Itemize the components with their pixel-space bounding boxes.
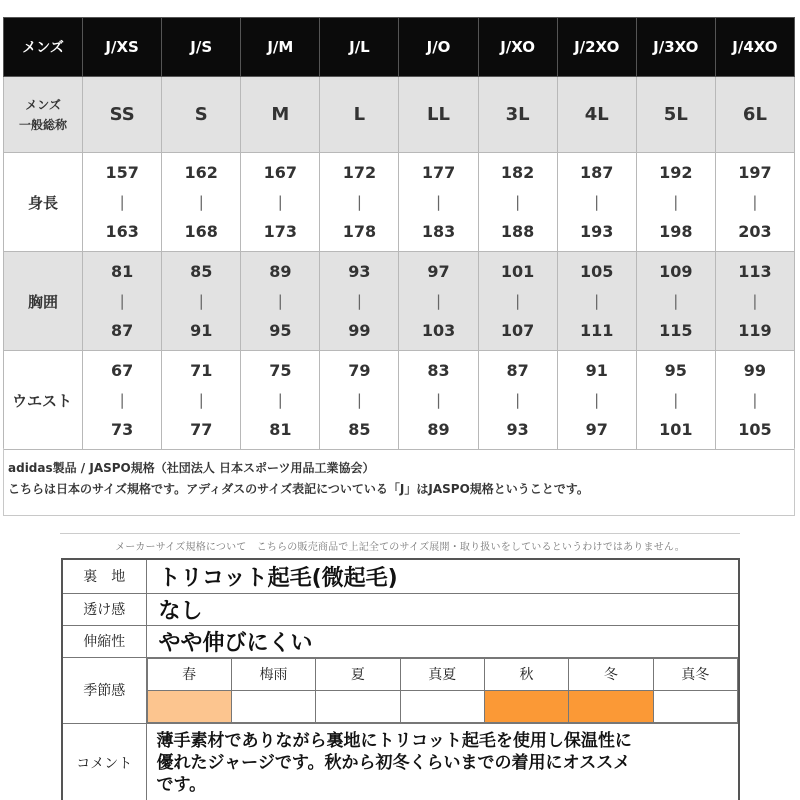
range-min: 71 [190, 361, 213, 380]
range-max: 173 [263, 222, 298, 241]
range-max: 73 [111, 420, 134, 439]
general-size-cell: M [241, 77, 320, 153]
range-max: 203 [738, 222, 772, 241]
range-min: 167 [263, 163, 298, 182]
comment-row [62, 723, 739, 800]
range-min: 83 [427, 361, 450, 380]
material-info-table [61, 558, 740, 800]
range-max: 81 [269, 420, 292, 439]
season-swatch [569, 690, 653, 722]
range-min: 67 [111, 361, 134, 380]
measurement-cell [162, 351, 241, 450]
range-min: 85 [190, 262, 213, 281]
range-separator: | [198, 391, 204, 409]
range-max: 89 [427, 420, 450, 439]
range-max: 193 [580, 222, 614, 241]
general-size-label-line1: メンズ [25, 97, 61, 112]
range-min: 182 [500, 163, 535, 182]
season-name: 真冬 [653, 658, 737, 690]
measurement-cell [636, 153, 715, 252]
measurement-cell [83, 153, 162, 252]
range-max: 178 [342, 222, 377, 241]
general-size-cell: S [162, 77, 241, 153]
range-separator: | [515, 391, 521, 409]
measurement-cell [399, 153, 478, 252]
range-separator: | [119, 391, 125, 409]
measurement-label: 身長 [4, 153, 83, 252]
measurement-cell [320, 351, 399, 450]
range-min: 101 [500, 262, 535, 281]
measurement-cell [162, 252, 241, 351]
range-max: 198 [659, 222, 693, 241]
season-swatch [147, 690, 231, 722]
range-separator: | [356, 391, 362, 409]
measurement-rows [4, 153, 795, 450]
range-separator: | [277, 292, 283, 310]
range-separator: | [119, 193, 125, 211]
season-name: 梅雨 [231, 658, 315, 690]
range-separator: | [277, 193, 283, 211]
jaspo-note-line1: adidas製品 / JASPO規格（社団法人 日本スポーツ用品工業協会） [8, 461, 375, 475]
measurement-cell [715, 252, 794, 351]
comment-line2: 優れたジャージです。秋から初冬くらいまでの着用にオススメ [156, 752, 631, 773]
range-min: 113 [738, 262, 772, 281]
comment-line3: です。 [156, 774, 207, 795]
jaspo-note [3, 448, 795, 516]
lining-value: トリコット起毛(微起毛) [146, 559, 739, 593]
general-size-row [4, 77, 795, 153]
range-max: 103 [421, 321, 456, 340]
range-separator: | [198, 292, 204, 310]
lining-label: 裏 地 [62, 559, 146, 593]
range-separator: | [277, 391, 283, 409]
range-max: 93 [506, 420, 529, 439]
sheer-label: 透け感 [62, 593, 146, 625]
measurement-cell [241, 252, 320, 351]
measurement-cell [715, 153, 794, 252]
comment-text [146, 723, 739, 800]
measurement-cell [636, 351, 715, 450]
measurement-row [4, 153, 795, 252]
range-max: 168 [184, 222, 218, 241]
range-max: 97 [585, 420, 608, 439]
general-size-cell: SS [83, 77, 162, 153]
range-min: 89 [269, 262, 292, 281]
range-max: 188 [500, 222, 535, 241]
size-header-cell: J/3XO [636, 18, 715, 77]
range-separator: | [594, 391, 600, 409]
range-max: 95 [269, 321, 292, 340]
season-swatch [400, 690, 484, 722]
general-size-cell: 3L [478, 77, 557, 153]
season-swatch [484, 690, 568, 722]
season-name: 春 [147, 658, 231, 690]
sheer-value: なし [146, 593, 739, 625]
sheer-row [62, 593, 739, 625]
stretch-row [62, 625, 739, 657]
range-min: 192 [659, 163, 693, 182]
lining-row [62, 559, 739, 593]
size-header-cell: J/M [241, 18, 320, 77]
measurement-cell [241, 153, 320, 252]
range-min: 172 [342, 163, 377, 182]
season-name: 真夏 [400, 658, 484, 690]
range-max: 77 [190, 420, 213, 439]
range-separator: | [356, 193, 362, 211]
season-label: 季節感 [62, 657, 146, 723]
general-size-label [4, 77, 83, 153]
range-max: 91 [190, 321, 213, 340]
measurement-cell [83, 252, 162, 351]
range-separator: | [673, 292, 679, 310]
measurement-row [4, 351, 795, 450]
measurement-row [4, 252, 795, 351]
range-separator: | [673, 193, 679, 211]
size-header-cell: J/4XO [715, 18, 794, 77]
range-min: 162 [184, 163, 218, 182]
measurement-cell [715, 351, 794, 450]
measurement-cell [320, 153, 399, 252]
range-min: 157 [105, 163, 139, 182]
measurement-cell [557, 351, 636, 450]
season-swatches-row [147, 690, 738, 722]
range-max: 99 [348, 321, 371, 340]
range-max: 115 [659, 321, 693, 340]
range-min: 93 [348, 262, 371, 281]
range-separator: | [119, 292, 125, 310]
season-swatch [316, 690, 400, 722]
range-min: 109 [659, 262, 693, 281]
range-max: 183 [421, 222, 456, 241]
range-separator: | [515, 292, 521, 310]
range-max: 101 [659, 420, 693, 439]
range-min: 187 [580, 163, 614, 182]
season-name: 夏 [316, 658, 400, 690]
range-max: 111 [580, 321, 614, 340]
stretch-value: やや伸びにくい [146, 625, 739, 657]
range-separator: | [752, 193, 758, 211]
range-max: 119 [738, 321, 772, 340]
size-header-cell: J/O [399, 18, 478, 77]
comment-label: コメント [62, 723, 146, 800]
range-max: 85 [348, 420, 371, 439]
measurement-cell [162, 153, 241, 252]
range-separator: | [435, 193, 442, 211]
measurement-label: 胸囲 [4, 252, 83, 351]
range-separator: | [435, 292, 442, 310]
stretch-label: 伸縮性 [62, 625, 146, 657]
season-swatch [231, 690, 315, 722]
general-size-cell: 4L [557, 77, 636, 153]
jaspo-note-line2: こちらは日本のサイズ規格です。アディダスのサイズ表記についている「J」はJASPO規格ということです。 [8, 482, 589, 496]
range-separator: | [515, 193, 521, 211]
season-names-row [147, 658, 738, 690]
range-min: 97 [427, 262, 450, 281]
range-max: 107 [500, 321, 535, 340]
size-header-cell: J/XS [83, 18, 162, 77]
range-min: 91 [585, 361, 608, 380]
range-max: 87 [111, 321, 134, 340]
general-size-cell: L [320, 77, 399, 153]
range-min: 87 [506, 361, 529, 380]
range-min: 99 [743, 361, 767, 380]
measurement-cell [636, 252, 715, 351]
season-row [62, 657, 739, 723]
measurement-cell [557, 252, 636, 351]
range-max: 105 [738, 420, 772, 439]
measurement-cell [478, 351, 557, 450]
range-separator: | [594, 193, 600, 211]
range-separator: | [594, 292, 600, 310]
measurement-cell [399, 351, 478, 450]
size-header-cell: J/XO [478, 18, 557, 77]
season-grid-cell [146, 657, 739, 723]
range-separator: | [673, 391, 679, 409]
measurement-cell [478, 153, 557, 252]
size-chart-table [3, 17, 795, 450]
range-min: 75 [269, 361, 292, 380]
season-name: 秋 [484, 658, 568, 690]
measurement-cell [83, 351, 162, 450]
size-disclaimer: メーカーサイズ規格について こちらの販売商品で上記全てのサイズ展開・取り扱いをしているというわけではありません。 [60, 533, 740, 553]
range-separator: | [356, 292, 362, 310]
general-size-cell: 6L [715, 77, 794, 153]
range-max: 163 [105, 222, 139, 241]
measurement-cell [399, 252, 478, 351]
size-header-cell: J/S [162, 18, 241, 77]
range-separator: | [752, 391, 758, 409]
general-size-cell: LL [399, 77, 478, 153]
size-header-cell: メンズ [4, 18, 83, 77]
general-size-label-line2: 一般総称 [19, 117, 68, 132]
range-min: 95 [664, 361, 687, 380]
measurement-cell [320, 252, 399, 351]
season-grid [147, 658, 739, 723]
range-min: 81 [111, 262, 134, 281]
measurement-cell [241, 351, 320, 450]
size-header-cell: J/2XO [557, 18, 636, 77]
range-min: 105 [580, 262, 614, 281]
season-name: 冬 [569, 658, 653, 690]
range-min: 177 [421, 163, 456, 182]
size-header-cell: J/L [320, 18, 399, 77]
range-separator: | [752, 292, 758, 310]
range-separator: | [435, 391, 442, 409]
season-swatch [653, 690, 737, 722]
measurement-label: ウエスト [4, 351, 83, 450]
size-header-row [4, 18, 795, 77]
measurement-cell [478, 252, 557, 351]
comment-line1: 薄手素材でありながら裏地にトリコット起毛を使用し保温性に [156, 730, 632, 751]
range-separator: | [198, 193, 204, 211]
general-size-cell: 5L [636, 77, 715, 153]
measurement-cell [557, 153, 636, 252]
range-min: 79 [348, 361, 371, 380]
range-min: 197 [738, 163, 772, 182]
